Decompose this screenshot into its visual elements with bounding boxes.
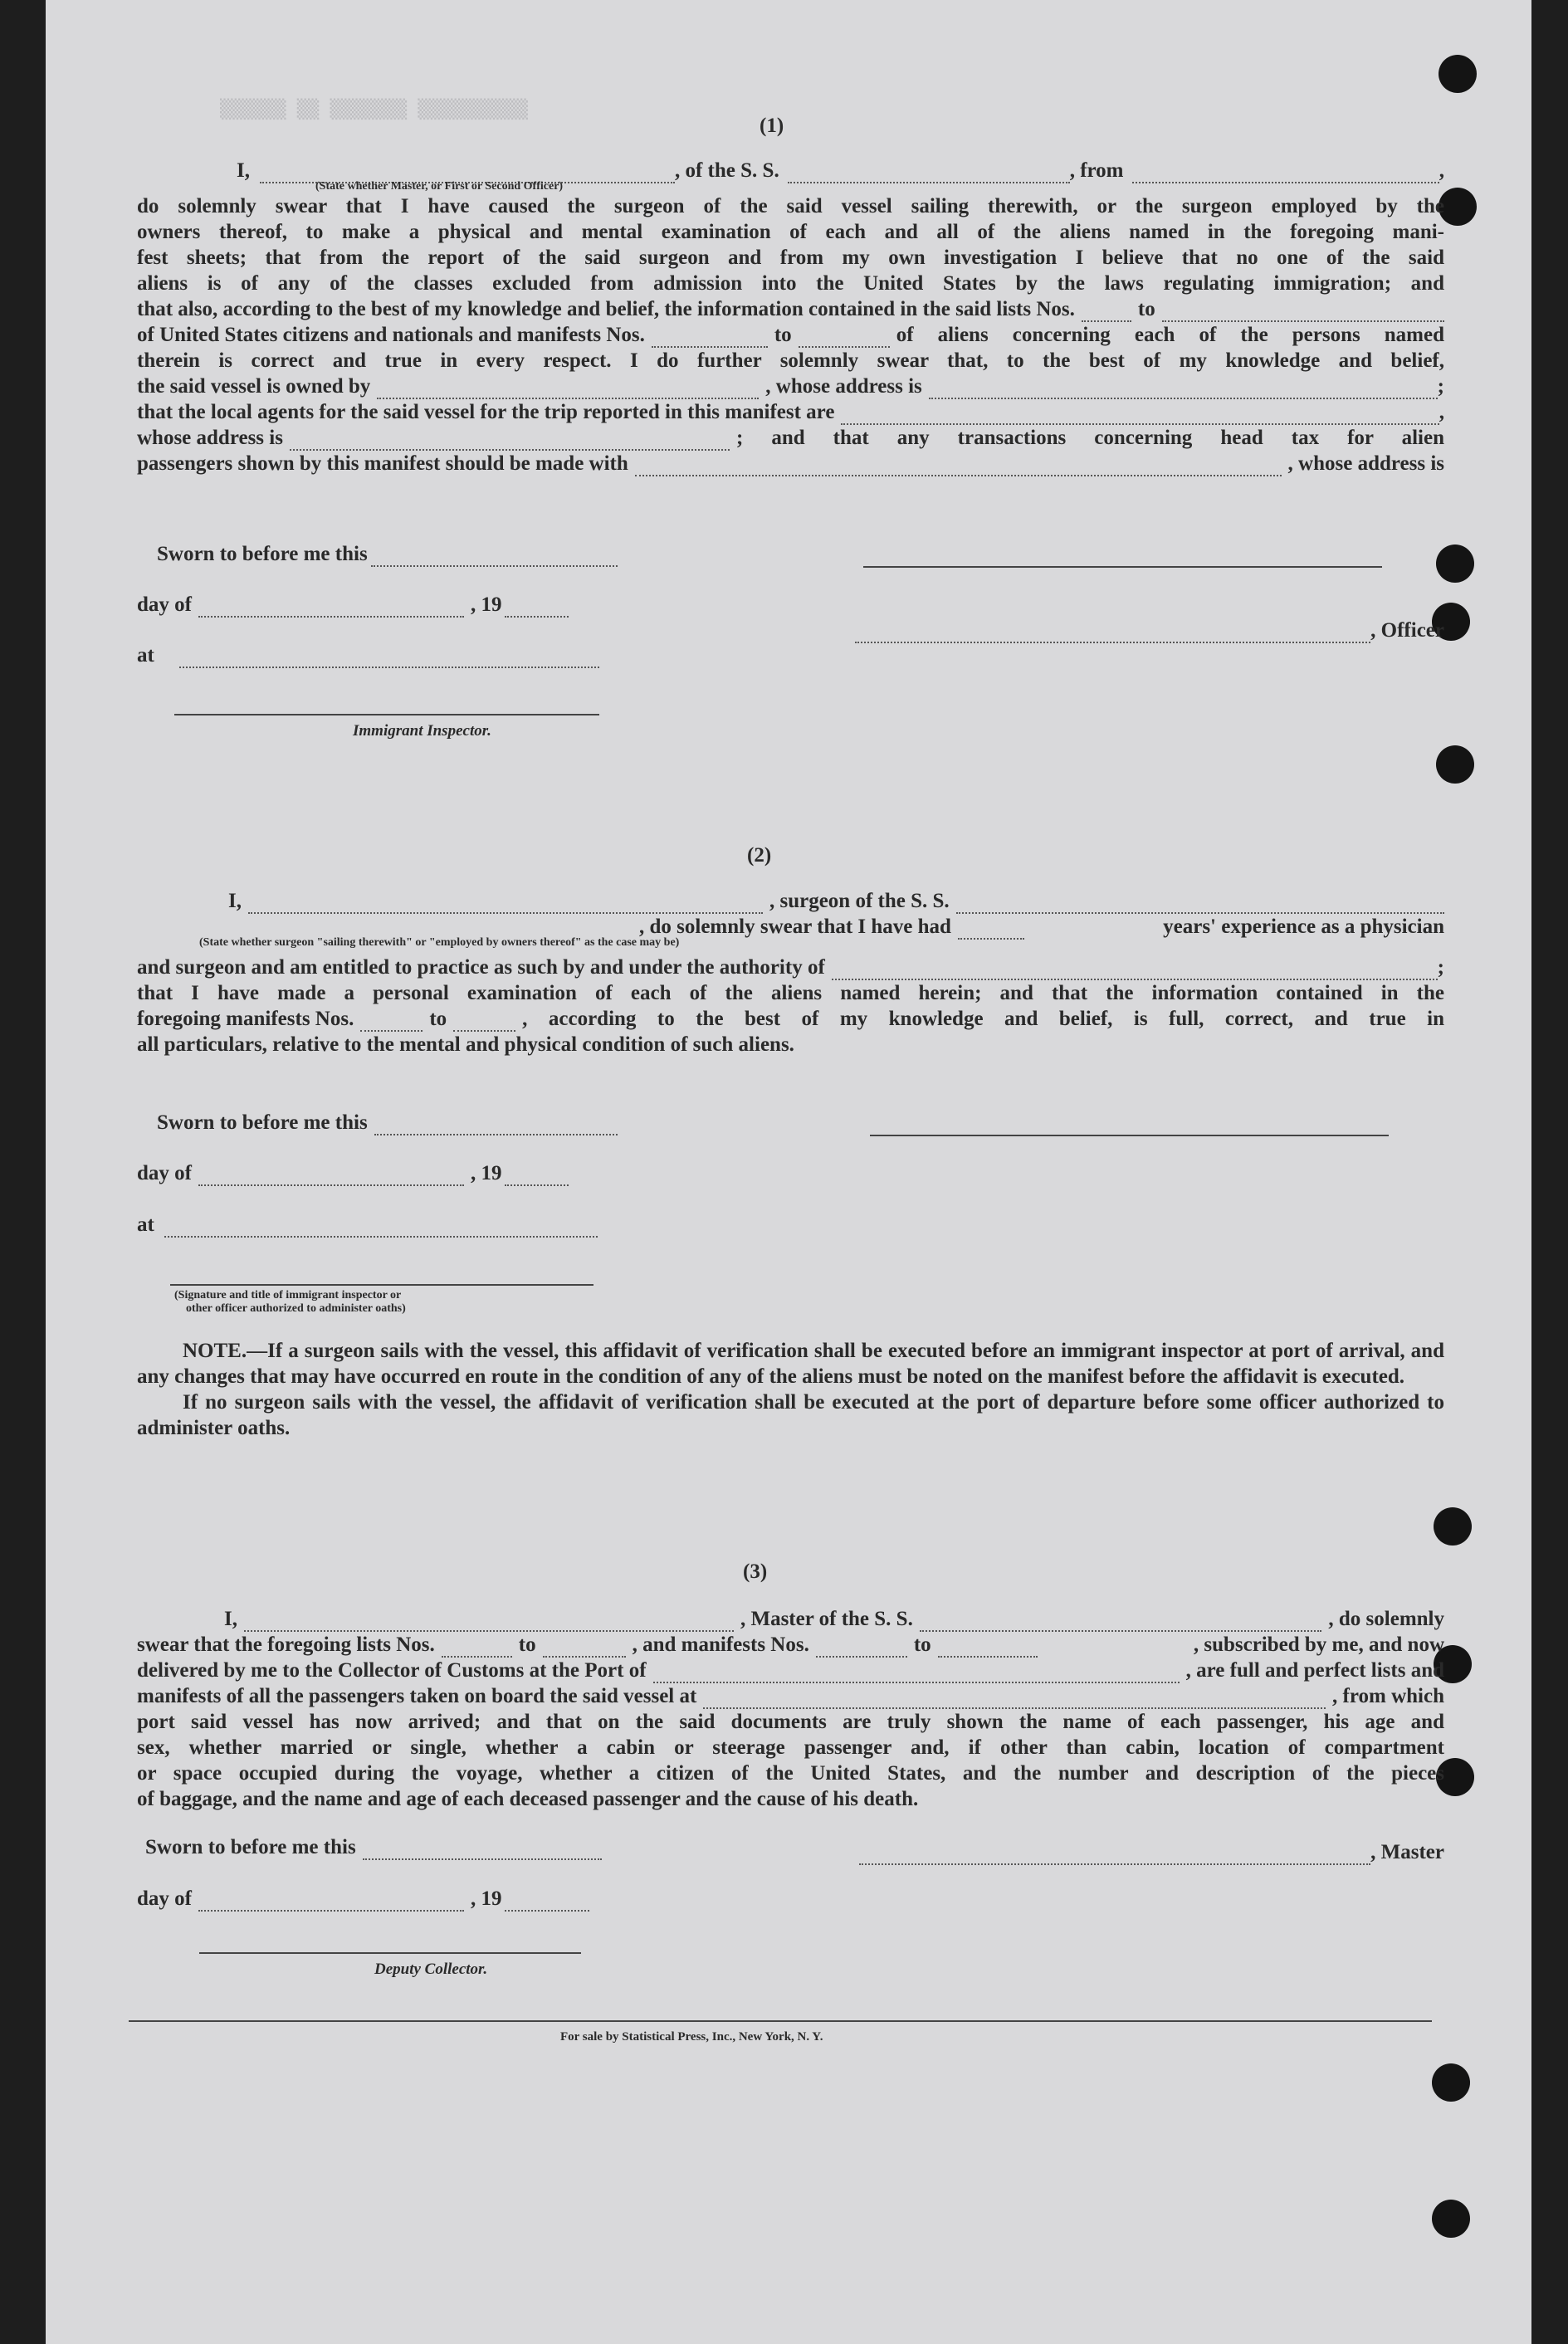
- years-experience-blank[interactable]: [958, 921, 1024, 940]
- scan-border: [0, 0, 46, 2344]
- s3-list-to-blank[interactable]: [543, 1639, 626, 1658]
- footer-rule: [129, 2020, 1432, 2022]
- section1-body: [137, 158, 1444, 476]
- ship-name-blank[interactable]: [788, 165, 1070, 183]
- port-blank[interactable]: [653, 1665, 1180, 1683]
- surgeon-ship-blank[interactable]: [956, 896, 1444, 914]
- section2-body: I, , surgeon of the S. S. , do solemnly swear that I have had years' experience as a physician (State whether surgeon "sailing therewith" or "employed by owners thereof" as the case may be) and surgeon and am entitled to practice as such by and under the authority of ; that I have made a personal examination of each of the aliens named herein; and that the information contained in the foregoing manifests Nos. to , according to the best of my knowledge and belief, is full, correct, and true in all particulars, relative to the mental and physical condition of such aliens.: [137, 890, 1444, 1056]
- master-signature-line: [863, 566, 1382, 568]
- master-ship-blank[interactable]: [920, 1614, 1322, 1632]
- master-name-blank[interactable]: [244, 1614, 734, 1632]
- head-tax-contact-blank[interactable]: [635, 458, 1282, 476]
- surgeon-signature-line: [870, 1135, 1389, 1136]
- punch-hole: [1432, 2063, 1470, 2102]
- day-of-blank[interactable]: [198, 599, 464, 618]
- boarding-port-blank[interactable]: [703, 1691, 1326, 1709]
- manifest-affidavit-page: ▒▒▒▒▒▒ ▒▒ ▒▒▒▒▒▒▒ ▒▒▒▒▒▒▒▒▒▒ (1) I, , of the S. S. , from , (State whether Master, or First or Second Officer) do solemnly swear that I have caused the surgeon of the said vessel sailing therewith, or the surgeon employed by the owners thereof, to make a physical and mental examination of each and all of the aliens named in the foregoing mani- fest sheets; that from the report of the said surgeon and from my own investigation I believe that no one of the said aliens is of any of the classes excluded from admission into the United States by the laws regulating immigration; and that also, according to the best of my knowledge and belief, the information contained in the said lists Nos. to of United States citizens and nationals and manifests Nos. to of aliens concerning each of the persons named therein is correct and true in every respect. I do further solemnly swear that, to the best of my knowledge and belief, the said vessel is owned by , whose address is ; that the local agents for the said vessel for the trip reported in this manifest are , whose address is ; and that any transactions concerning head tax for alien passengers shown by this manifest should be made with , whose address is Sworn to before me this day of , 19 , Officer at Immigrant Inspector. (2) I, , surgeon of the S. S. , do solemnly swear that I have had years' experience as a physician (State whether surgeon "sailing therewith" or "employed by owners thereof" as the case may be) and surgeon and am entitled to practice as such by and under the authority of ; that I have made a personal examination of each of the aliens named herein; and that the information contained in the foregoing manifests Nos. to , according to the best of my knowledge and belief, is full, correct, and true in all particulars, relative to the mental and physical condition of such aliens. Sworn to before me this day of , 19 at (Signature and title of immigrant inspector or other officer authorized to administer oaths) NOTE.—If a surgeon sails with the vessel, this affidavit of verification shall be executed before an immigrant inspector at port of arrival, and any changes that may have occurred en route in the condition of any of the aliens must be noted on the manifest before the affidavit is executed. If no surgeon sails with the vessel, the affidavit of verification shall be executed at the port of departure before some officer authorized to administer oaths. (3) I, , Master of the S. S. , do solemnly swear that the foregoing lists Nos. to , and manifests Nos. to , subscribed by me, and now delivered by me to the Collector of Customs at the Port of , are full and perfect lists and manifests of all the passengers taken on board the said vessel at , from which port said vessel has now arrived; and that on the said documents are truly shown the name of each passenger, his age and sex, whether married or single, whether a cabin or steerage passenger and, if other than cabin, location of compartment or space occupied during the voyage, whether a citizen of the United States, and the number and description of the pieces of baggage, and the name and age of each deceased passenger and the cause of his death. Sworn to before me this , Master day of , 19 Deputy Collector. For sale by Statistical Press, Inc., New York, N. Y.: [46, 0, 1531, 2344]
- year-blank[interactable]: [505, 599, 569, 618]
- section1-number: (1): [760, 115, 784, 137]
- punch-hole: [1439, 55, 1477, 93]
- inspector-signature-line: [174, 714, 599, 715]
- s3-sworn-blank[interactable]: [363, 1842, 602, 1860]
- printer-credit: For sale by Statistical Press, Inc., New York, N. Y.: [560, 2030, 823, 2044]
- immigrant-inspector-label: Immigrant Inspector.: [353, 722, 491, 740]
- section1-citizens-line: of United States citizens and nationals and manifests Nos. to of aliens concerning each of the persons named: [137, 324, 1444, 346]
- list-no-from-blank[interactable]: [1082, 304, 1131, 322]
- surgeon-sworn-blank[interactable]: [374, 1117, 618, 1135]
- deputy-collector-label: Deputy Collector.: [374, 1961, 488, 1978]
- officer-caption: (State whether Master, or First or Second Officer): [315, 180, 564, 193]
- section1-passengers-line: passengers shown by this manifest should be made with , whose address is: [137, 452, 1444, 475]
- section1-agents-line: that the local agents for the said vessel for the trip reported in this manifest are ,: [137, 401, 1444, 423]
- surgeon-manifest-from-blank[interactable]: [360, 1013, 423, 1032]
- master-signature-blank[interactable]: [859, 1847, 1370, 1865]
- surgeon-at-blank[interactable]: [164, 1219, 598, 1238]
- section1-line1: I, , of the S. S. , from ,: [237, 159, 1444, 182]
- section1-whose-line: whose address is ; and that any transactions concerning head tax for alien: [137, 427, 1444, 449]
- surgeon-day-blank[interactable]: [198, 1168, 464, 1186]
- section1-body-line: fest sheets; that from the report of the said surgeon and from my own investigation I believe that no one of the said: [137, 247, 1444, 269]
- bleed-through: ▒▒▒▒▒▒ ▒▒ ▒▒▒▒▒▒▒ ▒▒▒▒▒▒▒▒▒▒: [220, 100, 528, 120]
- surgeon-sig-caption: (Signature and title of immigrant inspector or other officer authorized to administer oaths): [174, 1289, 406, 1315]
- manifest-no-from-blank[interactable]: [652, 330, 768, 348]
- punch-hole: [1436, 745, 1474, 784]
- punch-hole: [1434, 1507, 1472, 1546]
- section1-body-line: do solemnly swear that I have caused the surgeon of the said vessel sailing therewith, or the surgeon employed by the: [137, 195, 1444, 217]
- section1-correct-line: therein is correct and true in every respect. I do further solemnly swear that, to the best of my knowledge and belief,: [137, 349, 1444, 372]
- surgeon-manifest-to-blank[interactable]: [453, 1013, 515, 1032]
- punch-hole: [1432, 2200, 1470, 2238]
- note-block: [137, 1338, 1444, 1441]
- s3-manifest-from-blank[interactable]: [816, 1639, 907, 1658]
- agents-blank[interactable]: [841, 407, 1439, 425]
- owner-blank[interactable]: [377, 381, 759, 399]
- section2-number: (2): [747, 844, 772, 867]
- note-text: —If a surgeon sails with the vessel, this affidavit of verification shall be executed before an immigrant inspector at port of arrival, and any changes that may have occurred en route in the condition of any of the aliens must be noted on the manifest before the affidavit is executed.: [137, 1340, 1444, 1388]
- section3-number: (3): [743, 1560, 768, 1583]
- at-place-blank[interactable]: [179, 650, 599, 668]
- note-text-2: If no surgeon sails with the vessel, the affidavit of verification shall be executed at the port of departure before some officer authorized to administer oaths.: [137, 1391, 1444, 1439]
- s3-manifest-to-blank[interactable]: [938, 1639, 1038, 1658]
- collector-signature-line: [199, 1952, 581, 1954]
- s3-day-blank[interactable]: [198, 1893, 464, 1912]
- surgeon-inspector-signature-line: [170, 1284, 593, 1286]
- s3-list-from-blank[interactable]: [442, 1639, 512, 1658]
- section1-nos-line: that also, according to the best of my knowledge and belief, the information contained in the said lists Nos. to: [137, 296, 1444, 322]
- surgeon-year-blank[interactable]: [505, 1168, 569, 1186]
- manifest-no-to-blank[interactable]: [799, 330, 890, 348]
- agents-address-blank[interactable]: [290, 432, 730, 451]
- sworn-date-blank[interactable]: [371, 549, 618, 567]
- section1-owned-line: the said vessel is owned by , whose address is ;: [137, 375, 1444, 398]
- owner-address-blank[interactable]: [929, 381, 1438, 399]
- surgeon-caption: (State whether surgeon "sailing therewith" or "employed by owners thereof" as the case may be): [199, 936, 680, 949]
- surgeon-name-blank[interactable]: [248, 896, 763, 914]
- section1-body-line: owners thereof, to make a physical and mental examination of each and all of the aliens named in the foregoing mani-: [137, 221, 1444, 243]
- section1-body-line: aliens is of any of the classes excluded from admission into the United States by the laws regulating immigration; and: [137, 272, 1444, 295]
- list-no-to-blank[interactable]: [1162, 304, 1444, 322]
- authority-blank[interactable]: [832, 962, 1438, 980]
- officer-signature-blank[interactable]: [855, 625, 1370, 643]
- from-port-blank[interactable]: [1132, 165, 1439, 183]
- s3-year-blank[interactable]: [505, 1893, 589, 1912]
- section1-sworn-block: Sworn to before me this: [137, 541, 1444, 567]
- section3-body: I, , Master of the S. S. , do solemnly swear that the foregoing lists Nos. to , and manifests Nos. to , subscribed by me, and now delivered by me to the Collector of Customs at the Port of , are full and perfect lists and manifests of all the passengers taken on board the said vessel at , from which port said vessel has now arrived; and that on the said documents are truly shown the name of each passenger, his age and sex, whether married or single, whether a cabin or steerage passenger and, if other than cabin, location of compartment or space occupied during the voyage, whether a citizen of the United States, and the number and description of the pieces of baggage, and the name and age of each deceased passenger and the cause of his death.: [137, 1608, 1444, 1810]
- note-label: NOTE.: [183, 1340, 247, 1362]
